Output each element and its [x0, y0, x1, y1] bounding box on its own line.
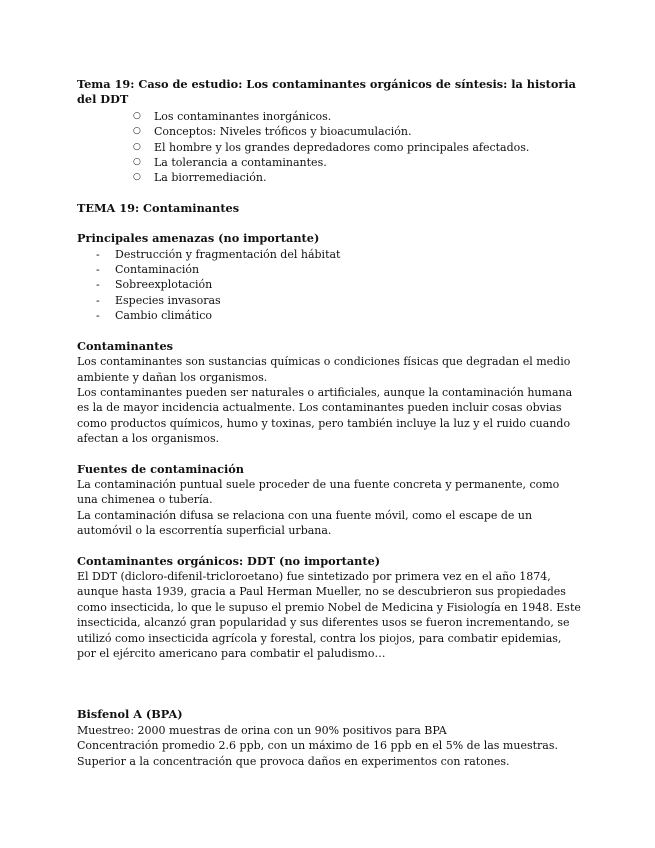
topic-item: ○ La tolerancia a contaminantes. [77, 155, 582, 170]
amenaza-item: - Cambio climático [77, 308, 582, 323]
bpa-paragraph-2: Concentración promedio 2.6 ppb, con un máximo de 16 ppb en el 5% de las muestras. Superior a la concentración que provoca daños en experimentos con ratones. [77, 739, 558, 768]
contaminantes-heading: Contaminantes [77, 338, 174, 353]
ddt-heading: Contaminantes orgánicos: DDT (no importante) [77, 553, 381, 568]
amenaza-item: - Destrucción y fragmentación del hábitat [77, 247, 582, 262]
topic-list [77, 109, 582, 186]
topic-item: ○ El hombre y los grandes depredadores como principales afectados. [77, 140, 582, 155]
tema-heading: TEMA 19: Contaminantes [77, 200, 240, 215]
amenazas-heading: Principales amenazas (no importante) [77, 231, 320, 246]
amenaza-item: - Especies invasoras [77, 293, 582, 308]
topic-item: ○ La biorremediación. [77, 170, 582, 185]
tema-title: Tema 19: Caso de estudio: Los contaminantes orgánicos de síntesis: la historia del DDT [77, 77, 576, 107]
amenaza-item: - Sobreexplotación [77, 277, 582, 292]
fuentes-paragraph-2: La contaminación difusa se relaciona con una fuente móvil, como el escape de un automóvil o la escorrentía superficial urbana. [77, 508, 533, 538]
topic-item: ○ Conceptos: Niveles tróficos y bioacumulación. [77, 124, 582, 139]
topic-item: ○ Los contaminantes inorgánicos. [77, 109, 582, 124]
amenaza-item: - Contaminación [77, 262, 582, 277]
fuentes-heading: Fuentes de contaminación [77, 461, 245, 476]
amenazas-list [77, 247, 582, 324]
bpa-heading: Bisfenol A (BPA) [77, 707, 183, 722]
section-gap [77, 661, 582, 707]
bpa-paragraph-1: Muestreo: 2000 muestras de orina con un 90% positivos para BPA [77, 723, 447, 737]
contaminantes-paragraph-2: Los contaminantes pueden ser naturales o artificiales, aunque la contaminación humana es la de mayor incidencia actualmente. Los contaminantes pueden incluir cosas obvias como productos químicos, humo y toxinas, pero también incluye la luz y el ruido cuando afectan a los organismos. [77, 385, 573, 446]
ddt-paragraph: El DDT (dicloro-difenil-tricloroetano) fue sintetizado por primera vez en el año 1874, aunque hasta 1939, gracia a Paul Herman Mueller, no se descubrieron sus propiedades como insecticida, lo que le supuso el premio Nobel de Medicina y Fisiología en 1948. Este insecticida, alcanzó gran popularidad y sus diferentes usos se fueron incrementando, se utilizó como insecticida agrícola y forestal, contra los piojos, para combatir epidemias, por el ejército americano para combatir el paludismo… [77, 569, 581, 660]
document-page [77, 77, 582, 769]
contaminantes-paragraph-1: Los contaminantes son sustancias químicas o condiciones físicas que degradan el medio ambiente y dañan los organismos. [77, 355, 571, 384]
fuentes-paragraph-1: La contaminación puntual suele proceder de una fuente concreta y permanente, como una chimenea o tubería. [77, 477, 560, 507]
